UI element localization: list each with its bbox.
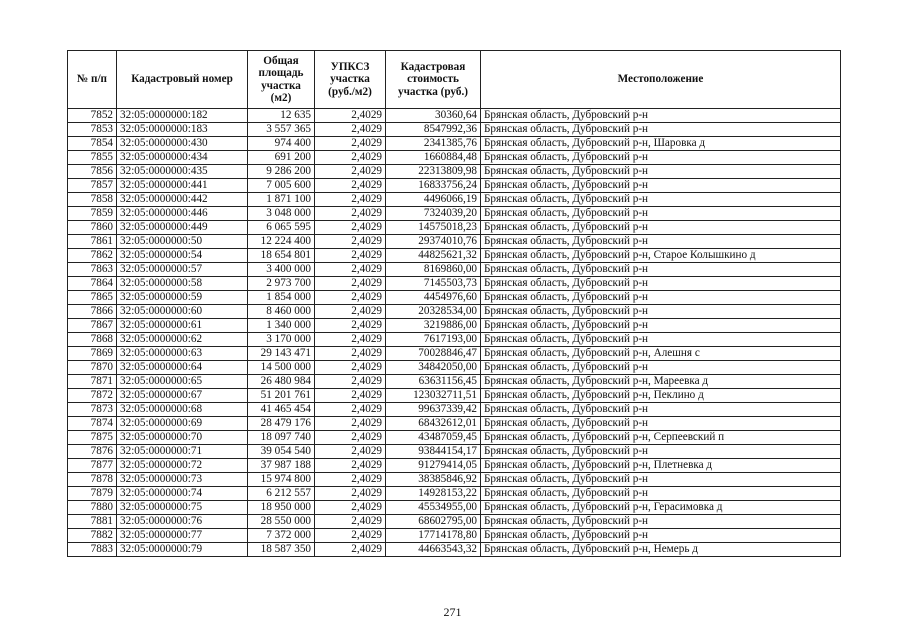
row-number: 7878 xyxy=(68,473,117,487)
cadastral-cost: 14575018,23 xyxy=(386,221,481,235)
cadastral-number: 32:05:0000000:79 xyxy=(117,543,248,557)
row-number: 7866 xyxy=(68,305,117,319)
upksz-value: 2,4029 xyxy=(315,137,386,151)
table-row xyxy=(68,235,841,249)
row-number: 7869 xyxy=(68,347,117,361)
row-number: 7867 xyxy=(68,319,117,333)
table-row xyxy=(68,501,841,515)
location: Брянская область, Дубровский р-н, Серпеевский п xyxy=(481,431,841,445)
cadastral-cost: 91279414,05 xyxy=(386,459,481,473)
cadastral-number: 32:05:0000000:72 xyxy=(117,459,248,473)
location: Брянская область, Дубровский р-н xyxy=(481,319,841,333)
upksz-value: 2,4029 xyxy=(315,277,386,291)
location: Брянская область, Дубровский р-н xyxy=(481,193,841,207)
upksz-value: 2,4029 xyxy=(315,515,386,529)
location: Брянская область, Дубровский р-н xyxy=(481,361,841,375)
cadastral-number: 32:05:0000000:71 xyxy=(117,445,248,459)
cadastral-cost: 68432612,01 xyxy=(386,417,481,431)
cadastral-number: 32:05:0000000:59 xyxy=(117,291,248,305)
location: Брянская область, Дубровский р-н xyxy=(481,263,841,277)
location: Брянская область, Дубровский р-н, Старое Колышкино д xyxy=(481,249,841,263)
row-number: 7875 xyxy=(68,431,117,445)
row-number: 7854 xyxy=(68,137,117,151)
row-number: 7864 xyxy=(68,277,117,291)
table-row xyxy=(68,193,841,207)
cadastral-cost: 44663543,32 xyxy=(386,543,481,557)
table-row xyxy=(68,361,841,375)
area-value: 18 097 740 xyxy=(248,431,315,445)
cadastral-cost: 16833756,24 xyxy=(386,179,481,193)
table-row xyxy=(68,333,841,347)
location: Брянская область, Дубровский р-н xyxy=(481,473,841,487)
row-number: 7881 xyxy=(68,515,117,529)
location: Брянская область, Дубровский р-н xyxy=(481,417,841,431)
area-value: 3 170 000 xyxy=(248,333,315,347)
row-number: 7856 xyxy=(68,165,117,179)
area-value: 18 950 000 xyxy=(248,501,315,515)
area-value: 6 065 595 xyxy=(248,221,315,235)
cadastral-cost: 63631156,45 xyxy=(386,375,481,389)
table-row xyxy=(68,431,841,445)
cadastral-cost: 20328534,00 xyxy=(386,305,481,319)
cadastral-cost: 45534955,00 xyxy=(386,501,481,515)
upksz-value: 2,4029 xyxy=(315,207,386,221)
upksz-value: 2,4029 xyxy=(315,403,386,417)
cadastral-cost: 70028846,47 xyxy=(386,347,481,361)
location: Брянская область, Дубровский р-н xyxy=(481,277,841,291)
cadastral-cost: 34842050,00 xyxy=(386,361,481,375)
location: Брянская область, Дубровский р-н, Мареевка д xyxy=(481,375,841,389)
cadastral-number: 32:05:0000000:70 xyxy=(117,431,248,445)
cadastral-cost: 2341385,76 xyxy=(386,137,481,151)
area-value: 2 973 700 xyxy=(248,277,315,291)
area-value: 28 550 000 xyxy=(248,515,315,529)
area-value: 3 048 000 xyxy=(248,207,315,221)
upksz-value: 2,4029 xyxy=(315,291,386,305)
upksz-value: 2,4029 xyxy=(315,249,386,263)
cadastral-number: 32:05:0000000:76 xyxy=(117,515,248,529)
row-number: 7861 xyxy=(68,235,117,249)
upksz-value: 2,4029 xyxy=(315,305,386,319)
row-number: 7880 xyxy=(68,501,117,515)
area-value: 15 974 800 xyxy=(248,473,315,487)
row-number: 7859 xyxy=(68,207,117,221)
cadastral-cost: 8169860,00 xyxy=(386,263,481,277)
cadastral-cost: 123032711,51 xyxy=(386,389,481,403)
cadastral-number: 32:05:0000000:57 xyxy=(117,263,248,277)
page-number: 271 xyxy=(443,605,462,619)
cadastral-number: 32:05:0000000:77 xyxy=(117,529,248,543)
location: Брянская область, Дубровский р-н xyxy=(481,123,841,137)
area-value: 974 400 xyxy=(248,137,315,151)
cadastral-number: 32:05:0000000:64 xyxy=(117,361,248,375)
table-row xyxy=(68,151,841,165)
table-row xyxy=(68,207,841,221)
upksz-value: 2,4029 xyxy=(315,179,386,193)
cadastral-cost: 93844154,17 xyxy=(386,445,481,459)
location: Брянская область, Дубровский р-н xyxy=(481,221,841,235)
table-row xyxy=(68,221,841,235)
area-value: 12 224 400 xyxy=(248,235,315,249)
cadastral-number: 32:05:0000000:54 xyxy=(117,249,248,263)
header-no: № п/п xyxy=(68,51,117,109)
area-value: 7 005 600 xyxy=(248,179,315,193)
header-area: Общая площадь участка (м2) xyxy=(248,51,315,109)
table-row xyxy=(68,543,841,557)
cadastral-cost: 38385846,92 xyxy=(386,473,481,487)
table-row xyxy=(68,263,841,277)
upksz-value: 2,4029 xyxy=(315,109,386,123)
cadastral-number: 32:05:0000000:435 xyxy=(117,165,248,179)
header-upksz: УПКСЗ участка (руб./м2) xyxy=(315,51,386,109)
row-number: 7877 xyxy=(68,459,117,473)
upksz-value: 2,4029 xyxy=(315,333,386,347)
cadastral-number: 32:05:0000000:183 xyxy=(117,123,248,137)
row-number: 7868 xyxy=(68,333,117,347)
area-value: 12 635 xyxy=(248,109,315,123)
cadastral-number: 32:05:0000000:442 xyxy=(117,193,248,207)
location: Брянская область, Дубровский р-н, Шаровка д xyxy=(481,137,841,151)
upksz-value: 2,4029 xyxy=(315,389,386,403)
area-value: 8 460 000 xyxy=(248,305,315,319)
cadastral-cost: 44825621,32 xyxy=(386,249,481,263)
row-number: 7879 xyxy=(68,487,117,501)
area-value: 28 479 176 xyxy=(248,417,315,431)
cadastral-number: 32:05:0000000:62 xyxy=(117,333,248,347)
cadastral-cost: 29374010,76 xyxy=(386,235,481,249)
row-number: 7863 xyxy=(68,263,117,277)
location: Брянская область, Дубровский р-н xyxy=(481,529,841,543)
table-row xyxy=(68,179,841,193)
upksz-value: 2,4029 xyxy=(315,459,386,473)
location: Брянская область, Дубровский р-н xyxy=(481,207,841,221)
row-number: 7873 xyxy=(68,403,117,417)
upksz-value: 2,4029 xyxy=(315,221,386,235)
row-number: 7882 xyxy=(68,529,117,543)
cadastral-cost: 7324039,20 xyxy=(386,207,481,221)
area-value: 6 212 557 xyxy=(248,487,315,501)
table-row xyxy=(68,473,841,487)
cadastral-cost: 3219886,00 xyxy=(386,319,481,333)
cadastral-number: 32:05:0000000:73 xyxy=(117,473,248,487)
location: Брянская область, Дубровский р-н xyxy=(481,445,841,459)
row-number: 7874 xyxy=(68,417,117,431)
location: Брянская область, Дубровский р-н, Плетневка д xyxy=(481,459,841,473)
table-row xyxy=(68,123,841,137)
cadastral-cost: 14928153,22 xyxy=(386,487,481,501)
table-row xyxy=(68,529,841,543)
table-body xyxy=(68,109,841,557)
area-value: 9 286 200 xyxy=(248,165,315,179)
area-value: 1 854 000 xyxy=(248,291,315,305)
location: Брянская область, Дубровский р-н, Немерь д xyxy=(481,543,841,557)
cadastral-number: 32:05:0000000:75 xyxy=(117,501,248,515)
table-row xyxy=(68,165,841,179)
cadastral-number: 32:05:0000000:58 xyxy=(117,277,248,291)
cadastral-number: 32:05:0000000:68 xyxy=(117,403,248,417)
row-number: 7853 xyxy=(68,123,117,137)
area-value: 51 201 761 xyxy=(248,389,315,403)
area-value: 14 500 000 xyxy=(248,361,315,375)
upksz-value: 2,4029 xyxy=(315,529,386,543)
header-location: Местоположение xyxy=(481,51,841,109)
row-number: 7860 xyxy=(68,221,117,235)
row-number: 7872 xyxy=(68,389,117,403)
row-number: 7857 xyxy=(68,179,117,193)
table-row xyxy=(68,459,841,473)
cadastral-cost: 99637339,42 xyxy=(386,403,481,417)
cadastral-number: 32:05:0000000:63 xyxy=(117,347,248,361)
location: Брянская область, Дубровский р-н xyxy=(481,403,841,417)
row-number: 7862 xyxy=(68,249,117,263)
area-value: 3 557 365 xyxy=(248,123,315,137)
cadastral-number: 32:05:0000000:74 xyxy=(117,487,248,501)
upksz-value: 2,4029 xyxy=(315,319,386,333)
table-row xyxy=(68,487,841,501)
cadastral-cost: 4496066,19 xyxy=(386,193,481,207)
cadastral-cost: 7617193,00 xyxy=(386,333,481,347)
cadastral-number: 32:05:0000000:60 xyxy=(117,305,248,319)
upksz-value: 2,4029 xyxy=(315,501,386,515)
location: Брянская область, Дубровский р-н xyxy=(481,235,841,249)
cadastral-number: 32:05:0000000:50 xyxy=(117,235,248,249)
upksz-value: 2,4029 xyxy=(315,487,386,501)
location: Брянская область, Дубровский р-н, Герасимовка д xyxy=(481,501,841,515)
location: Брянская область, Дубровский р-н xyxy=(481,305,841,319)
cadastral-number: 32:05:0000000:67 xyxy=(117,389,248,403)
location: Брянская область, Дубровский р-н xyxy=(481,515,841,529)
location: Брянская область, Дубровский р-н, Пеклино д xyxy=(481,389,841,403)
header-cadastral-number: Кадастровый номер xyxy=(117,51,248,109)
table-row xyxy=(68,375,841,389)
area-value: 1 871 100 xyxy=(248,193,315,207)
cadastral-number: 32:05:0000000:446 xyxy=(117,207,248,221)
table-row xyxy=(68,109,841,123)
area-value: 1 340 000 xyxy=(248,319,315,333)
upksz-value: 2,4029 xyxy=(315,151,386,165)
upksz-value: 2,4029 xyxy=(315,235,386,249)
table-row xyxy=(68,319,841,333)
table-row xyxy=(68,403,841,417)
table-row xyxy=(68,347,841,361)
row-number: 7858 xyxy=(68,193,117,207)
cadastral-cost: 7145503,73 xyxy=(386,277,481,291)
area-value: 18 587 350 xyxy=(248,543,315,557)
cadastral-number: 32:05:0000000:434 xyxy=(117,151,248,165)
cadastral-number: 32:05:0000000:65 xyxy=(117,375,248,389)
row-number: 7865 xyxy=(68,291,117,305)
table-row xyxy=(68,445,841,459)
table-row xyxy=(68,277,841,291)
table-row xyxy=(68,389,841,403)
upksz-value: 2,4029 xyxy=(315,193,386,207)
row-number: 7855 xyxy=(68,151,117,165)
upksz-value: 2,4029 xyxy=(315,361,386,375)
table-row xyxy=(68,305,841,319)
area-value: 29 143 471 xyxy=(248,347,315,361)
upksz-value: 2,4029 xyxy=(315,417,386,431)
location: Брянская область, Дубровский р-н xyxy=(481,165,841,179)
location: Брянская область, Дубровский р-н xyxy=(481,179,841,193)
cadastral-number: 32:05:0000000:441 xyxy=(117,179,248,193)
upksz-value: 2,4029 xyxy=(315,375,386,389)
upksz-value: 2,4029 xyxy=(315,123,386,137)
row-number: 7871 xyxy=(68,375,117,389)
cadastral-number: 32:05:0000000:430 xyxy=(117,137,248,151)
cadastral-number: 32:05:0000000:61 xyxy=(117,319,248,333)
area-value: 37 987 188 xyxy=(248,459,315,473)
area-value: 7 372 000 xyxy=(248,529,315,543)
table-row xyxy=(68,417,841,431)
location: Брянская область, Дубровский р-н xyxy=(481,333,841,347)
cadastral-number: 32:05:0000000:69 xyxy=(117,417,248,431)
upksz-value: 2,4029 xyxy=(315,165,386,179)
cadastral-number: 32:05:0000000:182 xyxy=(117,109,248,123)
row-number: 7883 xyxy=(68,543,117,557)
area-value: 26 480 984 xyxy=(248,375,315,389)
upksz-value: 2,4029 xyxy=(315,445,386,459)
table-row xyxy=(68,137,841,151)
cadastral-cost: 68602795,00 xyxy=(386,515,481,529)
cadastral-cost: 4454976,60 xyxy=(386,291,481,305)
area-value: 41 465 454 xyxy=(248,403,315,417)
row-number: 7852 xyxy=(68,109,117,123)
location: Брянская область, Дубровский р-н xyxy=(481,109,841,123)
table-row xyxy=(68,291,841,305)
header-cadastral-cost: Кадастровая стоимость участка (руб.) xyxy=(386,51,481,109)
location: Брянская область, Дубровский р-н, Алешня с xyxy=(481,347,841,361)
table-row xyxy=(68,249,841,263)
area-value: 18 654 801 xyxy=(248,249,315,263)
area-value: 691 200 xyxy=(248,151,315,165)
upksz-value: 2,4029 xyxy=(315,347,386,361)
upksz-value: 2,4029 xyxy=(315,473,386,487)
upksz-value: 2,4029 xyxy=(315,431,386,445)
table-header-row xyxy=(68,51,841,109)
location: Брянская область, Дубровский р-н xyxy=(481,151,841,165)
cadastral-table xyxy=(67,50,841,557)
upksz-value: 2,4029 xyxy=(315,543,386,557)
cadastral-cost: 17714178,80 xyxy=(386,529,481,543)
table-row xyxy=(68,515,841,529)
cadastral-cost: 22313809,98 xyxy=(386,165,481,179)
upksz-value: 2,4029 xyxy=(315,263,386,277)
row-number: 7876 xyxy=(68,445,117,459)
cadastral-cost: 8547992,36 xyxy=(386,123,481,137)
cadastral-number: 32:05:0000000:449 xyxy=(117,221,248,235)
cadastral-cost: 1660884,48 xyxy=(386,151,481,165)
location: Брянская область, Дубровский р-н xyxy=(481,291,841,305)
cadastral-cost: 43487059,45 xyxy=(386,431,481,445)
row-number: 7870 xyxy=(68,361,117,375)
location: Брянская область, Дубровский р-н xyxy=(481,487,841,501)
area-value: 39 054 540 xyxy=(248,445,315,459)
area-value: 3 400 000 xyxy=(248,263,315,277)
cadastral-cost: 30360,64 xyxy=(386,109,481,123)
